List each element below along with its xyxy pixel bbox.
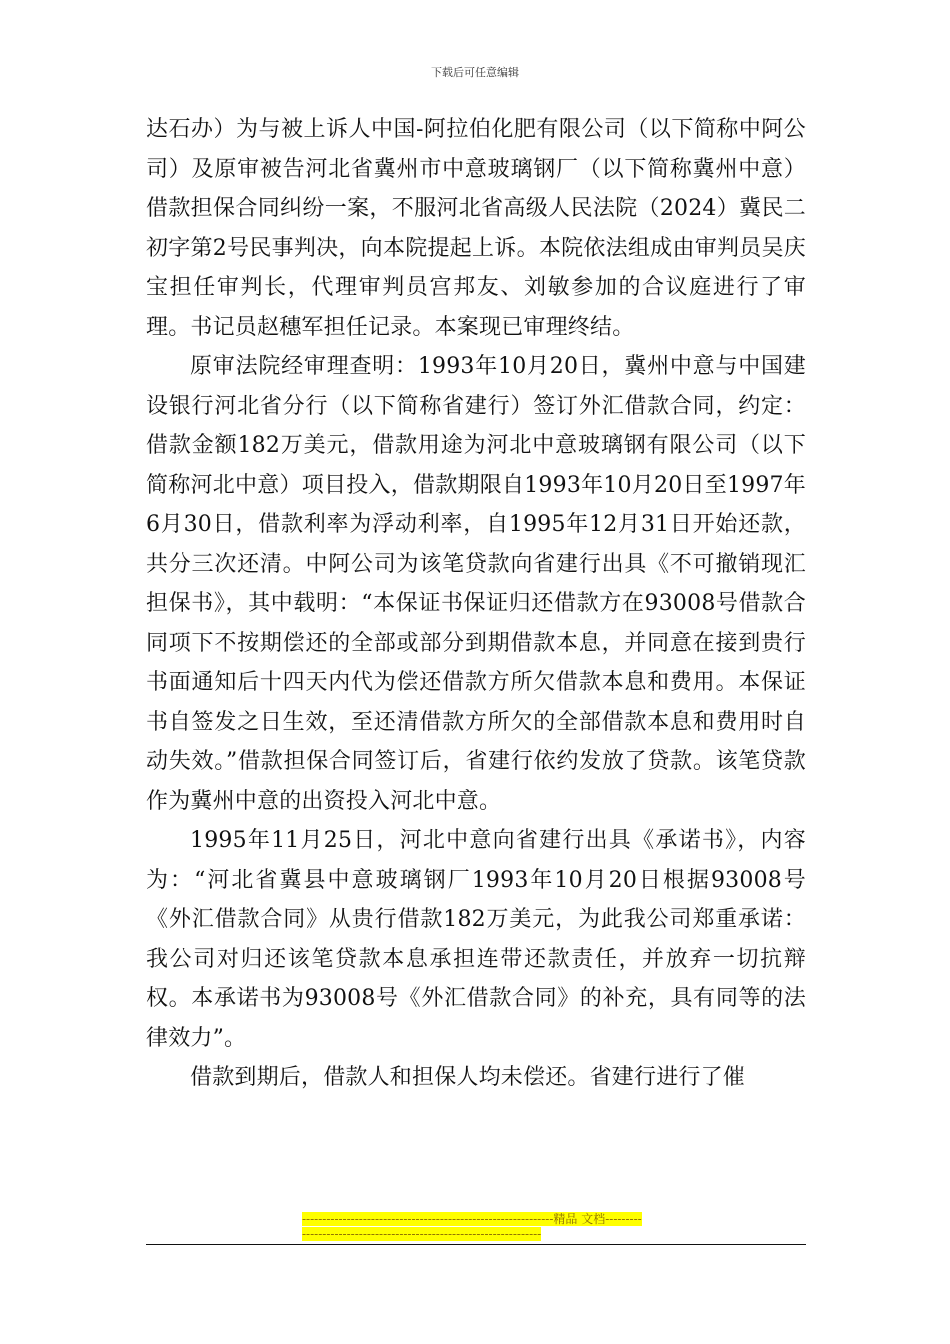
paragraph-2: 原审法院经审理查明：1993年10月20日，冀州中意与中国建设银行河北省分行（以下简称省建行）签订外汇借款合同，约定：借款金额182万美元，借款用途为河北中意玻璃钢有限公司（以下简称河北中意）项目投入，借款期限自1993年10月20日至1997年6月30日，借款利率为浮动利率，自1995年12月31日开始还款，共分三次还清。中阿公司为该笔贷款向省建行出具《不可撤销现汇担保书》，其中载明：“本保证书保证归还借款方在93008号借款合同项下不按期偿还的全部或部分到期借款本息，并同意在接到贵行书面通知后十四天内代为偿还借款方所欠借款本息和费用。本保证书自签发之日生效，至还清借款方所欠的全部借款本息和费用时自动失效。”借款担保合同签订后，省建行依约发放了贷款。该笔贷款作为冀州中意的出资投入河北中意。 [146, 354, 806, 814]
footer-watermark-text: --------------------------------------------------------------精品 文档-------------------------------------------------------------------- [302, 1212, 642, 1241]
paragraph-1: 达石办）为与被上诉人中国-阿拉伯化肥有限公司（以下简称中阿公司）及原审被告河北省冀州市中意玻璃钢厂（以下简称冀州中意）借款担保合同纠纷一案，不服河北省高级人民法院（2024）冀民二初字第2号民事判决，向本院提起上诉。本院依法组成由审判员吴庆宝担任审判长，代理审判员宫邦友、刘敏参加的合议庭进行了审理。书记员赵穗军担任记录。本案现已审理终结。 [146, 117, 806, 340]
document-body [146, 110, 806, 1098]
footer-watermark [302, 1212, 642, 1242]
footer-divider [146, 1244, 806, 1245]
paragraph-4: 借款到期后，借款人和担保人均未偿还。省建行进行了催 [190, 1065, 746, 1090]
page-header: 下载后可任意编辑 [431, 66, 519, 79]
paragraph-3: 1995年11月25日，河北中意向省建行出具《承诺书》，内容为：“河北省冀县中意玻璃钢厂1993年10月20日根据93008号《外汇借款合同》从贵行借款182万美元，为此我公司郑重承诺：我公司对归还该笔贷款本息承担连带还款责任，并放弃一切抗辩权。本承诺书为93008号《外汇借款合同》的补充，具有同等的法律效力”。 [146, 828, 806, 1051]
